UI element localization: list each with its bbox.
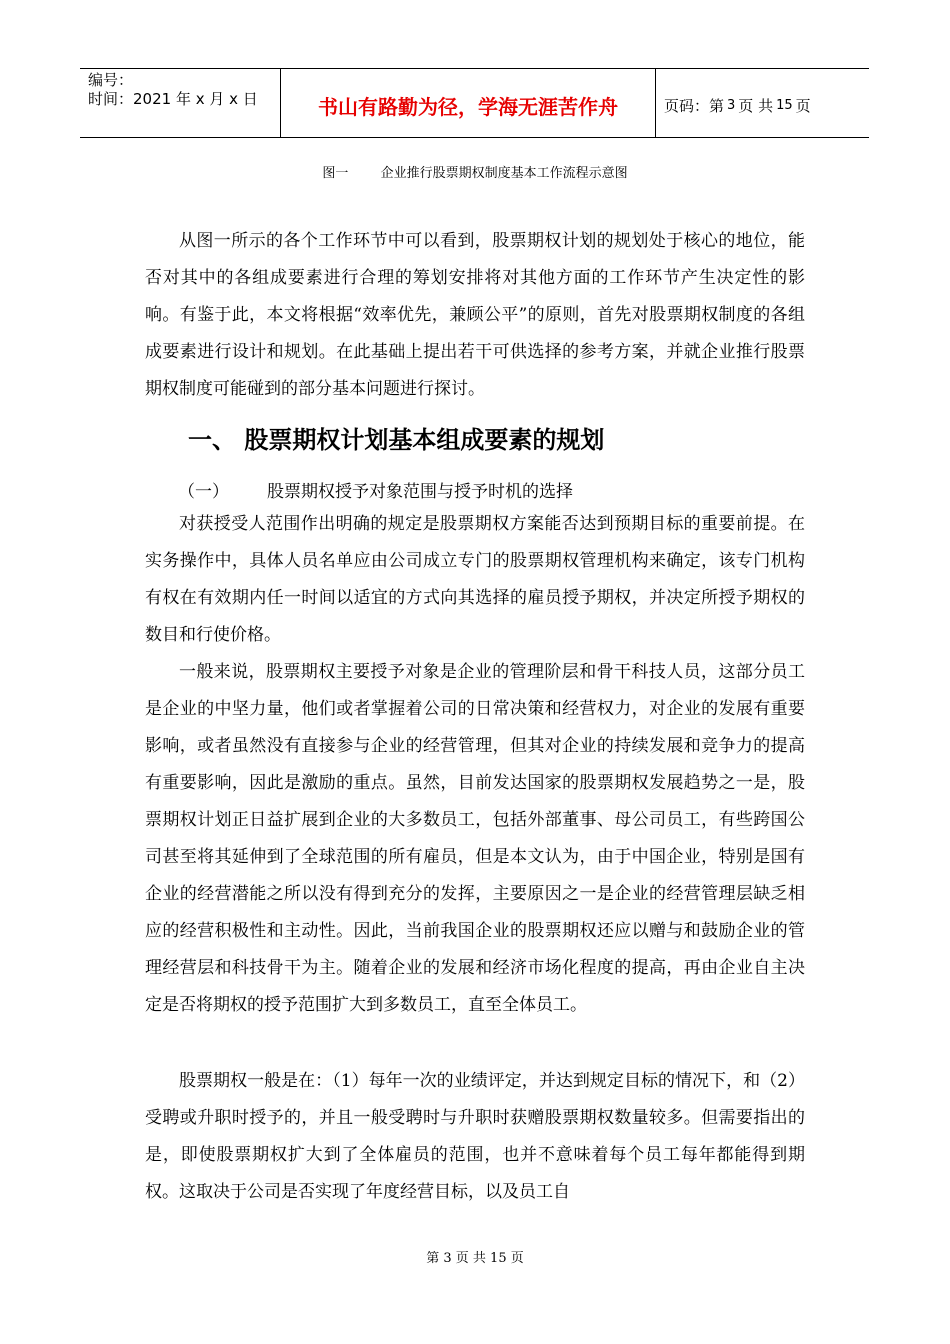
header-page-info [656,69,869,137]
intro-paragraph: 从图一所示的各个工作环节中可以看到，股票期权计划的规划处于核心的地位，能否对其中的各组成要素进行合理的筹划安排将对其他方面的工作环节产生决定性的影响。有鉴于此，本文将根据“效率优先，兼顾公平”的原则，首先对股票期权制度的各组成要素进行设计和规划。在此基础上提出若干可供选择的参考方案，并就企业推行股票期权制度可能碰到的部分基本问题进行探讨。 [145,231,805,399]
header-table [80,68,869,138]
figure-caption [0,162,950,181]
body-paragraph-3: 股票期权一般是在：（1）每年一次的业绩评定，并达到规定目标的情况下，和（2）受聘或升职时授予的，并且一般受聘时与升职时获赠股票期权数量较多。但需要指出的是，即使股票期权扩大到了全体雇员的范围，也并不意味着每个员工每年都能得到期权。这取决于公司是否实现了年度经营目标，以及员工自 [145,1071,805,1202]
section-heading: 一、 股票期权计划基本组成要素的规划 [188,426,605,454]
page-footer: 第 3 页 共 15 页 [426,1251,524,1266]
page-label-prefix: 页码：第 [664,96,725,115]
header-motto: 书山有路勤为径，学海无涯苦作舟 [281,69,656,137]
figure-title: 企业推行股票期权制度基本工作流程示意图 [380,166,628,181]
doc-number-label: 编号： [88,71,134,89]
subsection-number: （一） [178,482,229,502]
body-paragraph-1: 对获授受人范围作出明确的规定是股票期权方案能否达到预期目标的重要前提。在实务操作中，具体人员名单应由公司成立专门的股票期权管理机构来确定，该专门机构有权在有效期内任一时间以适宜的方式向其选择的雇员授予期权，并决定所授予期权的数目和行使价格。 [145,514,805,645]
header-left-cell [80,69,281,137]
doc-time-label: 时间：2021 年 x 月 x 日 [88,90,258,108]
page-total: 15 [776,97,793,113]
body-paragraph-2: 一般来说，股票期权主要授予对象是企业的管理阶层和骨干科技人员，这部分员工是企业的中坚力量，他们或者掌握着公司的日常决策和经营权力，对企业的发展有重要影响，或者虽然没有直接参与企业的经营管理，但其对企业的持续发展和竞争力的提高有重要影响，因此是激励的重点。虽然，目前发达国家的股票期权发展趋势之一是，股票期权计划正日益扩展到企业的大多数员工，包括外部董事、母公司员工，有些跨国公司甚至将其延伸到了全球范围的所有雇员，但是本文认为，由于中国企业，特别是国有企业的经营潜能之所以没有得到充分的发挥，主要原因之一是企业的经营管理层缺乏相应的经营积极性和主动性。因此，当前我国企业的股票期权还应以赠与和鼓励企业的管理经营层和科技骨干为主。随着企业的发展和经济市场化程度的提高，再由企业自主决定是否将期权的授予范围扩大到多数员工，直至全体员工。 [145,662,805,1015]
subsection-heading [178,477,573,502]
subsection-title: 股票期权授予对象范围与授予时机的选择 [267,482,573,502]
page-label-suffix: 页 [795,96,811,115]
page-label-mid: 页 共 [738,96,774,115]
figure-label: 图一 [322,166,349,181]
page-current: 3 [727,97,736,113]
